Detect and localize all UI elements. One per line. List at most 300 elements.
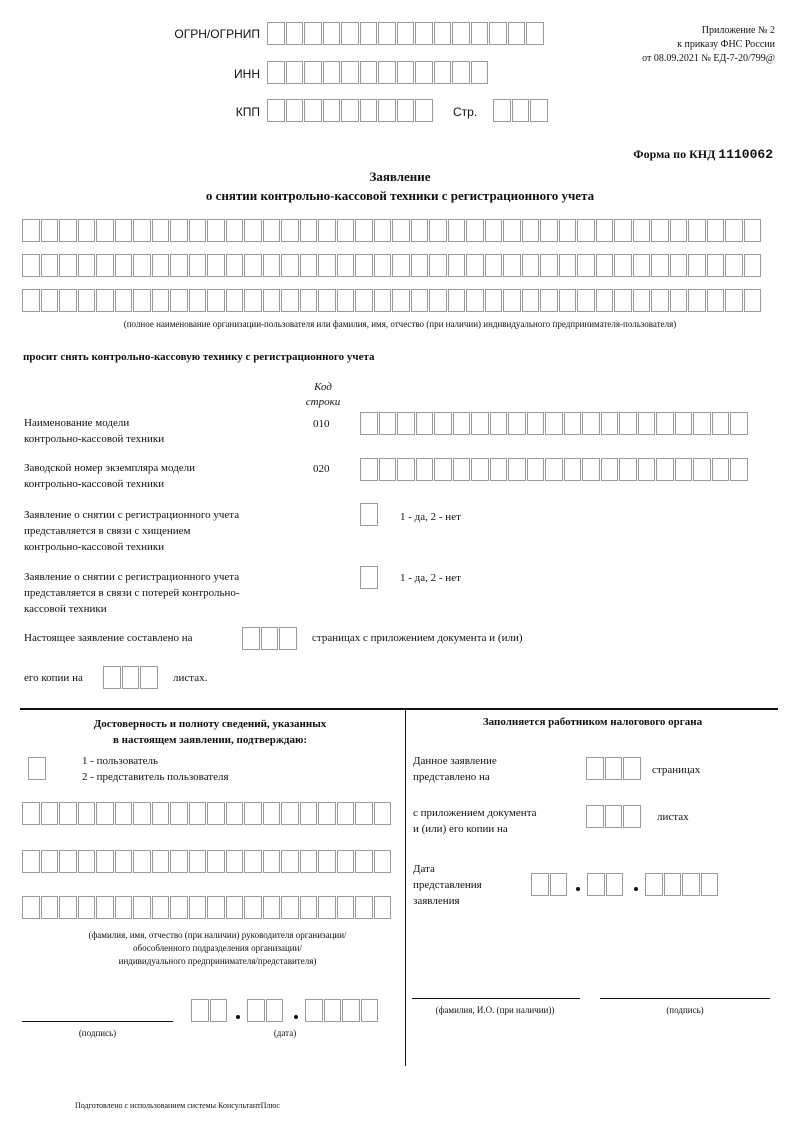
char-cell[interactable] (670, 219, 688, 242)
signer-type-field[interactable] (28, 757, 47, 780)
char-cell[interactable] (397, 412, 415, 435)
char-cell[interactable] (485, 289, 503, 312)
char-cell[interactable] (170, 289, 188, 312)
char-cell[interactable] (133, 896, 151, 919)
char-cell[interactable] (78, 850, 96, 873)
char-cell[interactable] (207, 896, 225, 919)
char-cell[interactable] (448, 219, 466, 242)
char-cell[interactable] (471, 412, 489, 435)
char-cell[interactable] (300, 219, 318, 242)
signer-name-row-3[interactable] (22, 896, 392, 919)
char-cell[interactable] (281, 802, 299, 825)
char-cell[interactable] (701, 873, 719, 896)
char-cell[interactable] (522, 219, 540, 242)
char-cell[interactable] (379, 412, 397, 435)
char-cell[interactable] (341, 61, 359, 84)
char-cell[interactable] (725, 289, 743, 312)
char-cell[interactable] (374, 896, 392, 919)
serial-number-field[interactable] (360, 458, 749, 481)
char-cell[interactable] (115, 802, 133, 825)
char-cell[interactable] (645, 873, 663, 896)
char-cell[interactable] (688, 289, 706, 312)
char-cell[interactable] (508, 412, 526, 435)
char-cell[interactable] (397, 22, 415, 45)
char-cell[interactable] (337, 289, 355, 312)
char-cell[interactable] (41, 219, 59, 242)
char-cell[interactable] (360, 503, 378, 526)
char-cell[interactable] (577, 289, 595, 312)
char-cell[interactable] (471, 22, 489, 45)
char-cell[interactable] (582, 412, 600, 435)
char-cell[interactable] (360, 566, 378, 589)
char-cell[interactable] (300, 254, 318, 277)
char-cell[interactable] (22, 289, 40, 312)
char-cell[interactable] (670, 254, 688, 277)
char-cell[interactable] (577, 254, 595, 277)
char-cell[interactable] (633, 219, 651, 242)
char-cell[interactable] (601, 458, 619, 481)
char-cell[interactable] (318, 896, 336, 919)
char-cell[interactable] (207, 802, 225, 825)
char-cell[interactable] (416, 412, 434, 435)
char-cell[interactable] (619, 458, 637, 481)
char-cell[interactable] (605, 757, 623, 780)
char-cell[interactable] (453, 412, 471, 435)
char-cell[interactable] (96, 850, 114, 873)
char-cell[interactable] (318, 254, 336, 277)
char-cell[interactable] (531, 873, 549, 896)
char-cell[interactable] (281, 219, 299, 242)
char-cell[interactable] (286, 99, 304, 122)
char-cell[interactable] (452, 61, 470, 84)
char-cell[interactable] (226, 254, 244, 277)
char-cell[interactable] (263, 219, 281, 242)
char-cell[interactable] (614, 254, 632, 277)
char-cell[interactable] (28, 757, 46, 780)
char-cell[interactable] (281, 896, 299, 919)
char-cell[interactable] (341, 99, 359, 122)
char-cell[interactable] (78, 289, 96, 312)
char-cell[interactable] (355, 289, 373, 312)
char-cell[interactable] (411, 254, 429, 277)
signer-name-row-2[interactable] (22, 850, 392, 873)
char-cell[interactable] (512, 99, 530, 122)
char-cell[interactable] (453, 458, 471, 481)
char-cell[interactable] (605, 805, 623, 828)
char-cell[interactable] (41, 802, 59, 825)
char-cell[interactable] (59, 850, 77, 873)
char-cell[interactable] (485, 219, 503, 242)
char-cell[interactable] (744, 289, 762, 312)
char-cell[interactable] (586, 757, 604, 780)
date-year-field[interactable] (305, 999, 379, 1022)
model-name-field[interactable] (360, 412, 749, 435)
char-cell[interactable] (122, 666, 140, 689)
char-cell[interactable] (226, 896, 244, 919)
char-cell[interactable] (115, 850, 133, 873)
char-cell[interactable] (22, 896, 40, 919)
char-cell[interactable] (226, 850, 244, 873)
char-cell[interactable] (411, 289, 429, 312)
char-cell[interactable] (527, 458, 545, 481)
char-cell[interactable] (545, 412, 563, 435)
char-cell[interactable] (152, 802, 170, 825)
char-cell[interactable] (304, 99, 322, 122)
char-cell[interactable] (337, 219, 355, 242)
char-cell[interactable] (411, 219, 429, 242)
char-cell[interactable] (226, 802, 244, 825)
char-cell[interactable] (152, 289, 170, 312)
char-cell[interactable] (170, 896, 188, 919)
char-cell[interactable] (78, 219, 96, 242)
char-cell[interactable] (623, 757, 641, 780)
char-cell[interactable] (675, 412, 693, 435)
char-cell[interactable] (452, 22, 470, 45)
char-cell[interactable] (712, 458, 730, 481)
char-cell[interactable] (207, 254, 225, 277)
char-cell[interactable] (304, 22, 322, 45)
char-cell[interactable] (133, 254, 151, 277)
char-cell[interactable] (540, 254, 558, 277)
char-cell[interactable] (559, 219, 577, 242)
char-cell[interactable] (59, 289, 77, 312)
theft-flag-field[interactable] (360, 503, 379, 526)
char-cell[interactable] (397, 61, 415, 84)
char-cell[interactable] (693, 412, 711, 435)
char-cell[interactable] (448, 289, 466, 312)
char-cell[interactable] (471, 61, 489, 84)
char-cell[interactable] (267, 99, 285, 122)
char-cell[interactable] (133, 850, 151, 873)
char-cell[interactable] (22, 850, 40, 873)
char-cell[interactable] (379, 458, 397, 481)
char-cell[interactable] (207, 289, 225, 312)
char-cell[interactable] (300, 896, 318, 919)
char-cell[interactable] (152, 254, 170, 277)
char-cell[interactable] (712, 412, 730, 435)
char-cell[interactable] (725, 254, 743, 277)
char-cell[interactable] (601, 412, 619, 435)
char-cell[interactable] (526, 22, 544, 45)
char-cell[interactable] (633, 289, 651, 312)
char-cell[interactable] (261, 627, 279, 650)
char-cell[interactable] (530, 99, 548, 122)
char-cell[interactable] (263, 289, 281, 312)
char-cell[interactable] (281, 850, 299, 873)
char-cell[interactable] (318, 850, 336, 873)
char-cell[interactable] (360, 99, 378, 122)
org-name-row-1[interactable] (22, 219, 762, 242)
char-cell[interactable] (503, 219, 521, 242)
char-cell[interactable] (415, 99, 433, 122)
char-cell[interactable] (429, 254, 447, 277)
char-cell[interactable] (337, 254, 355, 277)
char-cell[interactable] (707, 254, 725, 277)
char-cell[interactable] (170, 850, 188, 873)
char-cell[interactable] (503, 254, 521, 277)
char-cell[interactable] (651, 219, 669, 242)
char-cell[interactable] (651, 254, 669, 277)
char-cell[interactable] (263, 802, 281, 825)
char-cell[interactable] (96, 802, 114, 825)
char-cell[interactable] (59, 254, 77, 277)
char-cell[interactable] (656, 458, 674, 481)
char-cell[interactable] (226, 289, 244, 312)
org-name-row-2[interactable] (22, 254, 762, 277)
char-cell[interactable] (267, 22, 285, 45)
char-cell[interactable] (564, 412, 582, 435)
char-cell[interactable] (355, 254, 373, 277)
char-cell[interactable] (341, 22, 359, 45)
char-cell[interactable] (550, 873, 568, 896)
char-cell[interactable] (508, 22, 526, 45)
char-cell[interactable] (207, 850, 225, 873)
char-cell[interactable] (633, 254, 651, 277)
char-cell[interactable] (59, 896, 77, 919)
char-cell[interactable] (559, 254, 577, 277)
char-cell[interactable] (374, 289, 392, 312)
char-cell[interactable] (707, 219, 725, 242)
char-cell[interactable] (191, 999, 209, 1022)
char-cell[interactable] (170, 254, 188, 277)
char-cell[interactable] (587, 873, 605, 896)
char-cell[interactable] (22, 802, 40, 825)
date-day-field[interactable] (191, 999, 228, 1022)
char-cell[interactable] (210, 999, 228, 1022)
char-cell[interactable] (360, 412, 378, 435)
char-cell[interactable] (693, 458, 711, 481)
char-cell[interactable] (41, 850, 59, 873)
char-cell[interactable] (596, 254, 614, 277)
char-cell[interactable] (133, 802, 151, 825)
kpp-field[interactable] (267, 99, 434, 122)
char-cell[interactable] (189, 896, 207, 919)
char-cell[interactable] (337, 896, 355, 919)
char-cell[interactable] (638, 458, 656, 481)
signer-name-row-1[interactable] (22, 802, 392, 825)
char-cell[interactable] (397, 99, 415, 122)
char-cell[interactable] (545, 458, 563, 481)
char-cell[interactable] (41, 289, 59, 312)
char-cell[interactable] (279, 627, 297, 650)
char-cell[interactable] (586, 805, 604, 828)
char-cell[interactable] (378, 22, 396, 45)
char-cell[interactable] (688, 254, 706, 277)
char-cell[interactable] (304, 61, 322, 84)
char-cell[interactable] (664, 873, 682, 896)
char-cell[interactable] (337, 802, 355, 825)
char-cell[interactable] (300, 289, 318, 312)
char-cell[interactable] (286, 61, 304, 84)
char-cell[interactable] (281, 289, 299, 312)
char-cell[interactable] (247, 999, 265, 1022)
char-cell[interactable] (263, 254, 281, 277)
char-cell[interactable] (651, 289, 669, 312)
char-cell[interactable] (323, 61, 341, 84)
char-cell[interactable] (96, 896, 114, 919)
char-cell[interactable] (318, 289, 336, 312)
char-cell[interactable] (614, 219, 632, 242)
char-cell[interactable] (490, 458, 508, 481)
char-cell[interactable] (596, 289, 614, 312)
char-cell[interactable] (429, 289, 447, 312)
char-cell[interactable] (682, 873, 700, 896)
char-cell[interactable] (318, 802, 336, 825)
char-cell[interactable] (360, 458, 378, 481)
char-cell[interactable] (41, 254, 59, 277)
char-cell[interactable] (78, 802, 96, 825)
char-cell[interactable] (540, 289, 558, 312)
char-cell[interactable] (434, 61, 452, 84)
char-cell[interactable] (392, 289, 410, 312)
char-cell[interactable] (244, 896, 262, 919)
char-cell[interactable] (189, 219, 207, 242)
char-cell[interactable] (361, 999, 379, 1022)
char-cell[interactable] (614, 289, 632, 312)
char-cell[interactable] (730, 412, 748, 435)
char-cell[interactable] (744, 254, 762, 277)
ogrn-field[interactable] (267, 22, 545, 45)
char-cell[interactable] (78, 896, 96, 919)
char-cell[interactable] (226, 219, 244, 242)
char-cell[interactable] (152, 896, 170, 919)
inn-field[interactable] (267, 61, 489, 84)
char-cell[interactable] (355, 219, 373, 242)
char-cell[interactable] (244, 289, 262, 312)
loss-flag-field[interactable] (360, 566, 379, 589)
char-cell[interactable] (619, 412, 637, 435)
char-cell[interactable] (448, 254, 466, 277)
submission-day-field[interactable] (531, 873, 568, 896)
char-cell[interactable] (490, 412, 508, 435)
char-cell[interactable] (485, 254, 503, 277)
page-number-field[interactable] (493, 99, 549, 122)
char-cell[interactable] (96, 219, 114, 242)
char-cell[interactable] (508, 458, 526, 481)
char-cell[interactable] (189, 802, 207, 825)
char-cell[interactable] (115, 219, 133, 242)
char-cell[interactable] (522, 254, 540, 277)
char-cell[interactable] (300, 850, 318, 873)
char-cell[interactable] (281, 254, 299, 277)
char-cell[interactable] (434, 22, 452, 45)
char-cell[interactable] (244, 802, 262, 825)
pages-count-field[interactable] (242, 627, 298, 650)
char-cell[interactable] (22, 254, 40, 277)
char-cell[interactable] (103, 666, 121, 689)
char-cell[interactable] (96, 289, 114, 312)
char-cell[interactable] (267, 61, 285, 84)
char-cell[interactable] (305, 999, 323, 1022)
char-cell[interactable] (596, 219, 614, 242)
char-cell[interactable] (392, 219, 410, 242)
char-cell[interactable] (133, 219, 151, 242)
char-cell[interactable] (374, 254, 392, 277)
char-cell[interactable] (707, 289, 725, 312)
char-cell[interactable] (730, 458, 748, 481)
char-cell[interactable] (342, 999, 360, 1022)
char-cell[interactable] (78, 254, 96, 277)
char-cell[interactable] (725, 219, 743, 242)
char-cell[interactable] (355, 896, 373, 919)
char-cell[interactable] (397, 458, 415, 481)
char-cell[interactable] (59, 219, 77, 242)
char-cell[interactable] (189, 289, 207, 312)
char-cell[interactable] (559, 289, 577, 312)
date-month-field[interactable] (247, 999, 284, 1022)
char-cell[interactable] (140, 666, 158, 689)
char-cell[interactable] (489, 22, 507, 45)
char-cell[interactable] (466, 219, 484, 242)
char-cell[interactable] (133, 289, 151, 312)
char-cell[interactable] (22, 219, 40, 242)
char-cell[interactable] (263, 850, 281, 873)
char-cell[interactable] (323, 99, 341, 122)
char-cell[interactable] (522, 289, 540, 312)
org-name-row-3[interactable] (22, 289, 762, 312)
char-cell[interactable] (360, 22, 378, 45)
char-cell[interactable] (59, 802, 77, 825)
char-cell[interactable] (324, 999, 342, 1022)
char-cell[interactable] (378, 61, 396, 84)
char-cell[interactable] (189, 254, 207, 277)
char-cell[interactable] (244, 254, 262, 277)
char-cell[interactable] (466, 289, 484, 312)
char-cell[interactable] (415, 61, 433, 84)
char-cell[interactable] (115, 896, 133, 919)
tax-sheets-count-field[interactable] (586, 805, 642, 828)
char-cell[interactable] (189, 850, 207, 873)
char-cell[interactable] (606, 873, 624, 896)
submission-year-field[interactable] (645, 873, 719, 896)
char-cell[interactable] (244, 219, 262, 242)
char-cell[interactable] (207, 219, 225, 242)
char-cell[interactable] (374, 219, 392, 242)
char-cell[interactable] (323, 22, 341, 45)
submission-month-field[interactable] (587, 873, 624, 896)
char-cell[interactable] (41, 896, 59, 919)
char-cell[interactable] (152, 219, 170, 242)
char-cell[interactable] (471, 458, 489, 481)
char-cell[interactable] (115, 254, 133, 277)
char-cell[interactable] (337, 850, 355, 873)
char-cell[interactable] (318, 219, 336, 242)
copies-count-field[interactable] (103, 666, 159, 689)
char-cell[interactable] (670, 289, 688, 312)
char-cell[interactable] (355, 850, 373, 873)
char-cell[interactable] (434, 458, 452, 481)
char-cell[interactable] (564, 458, 582, 481)
char-cell[interactable] (263, 896, 281, 919)
char-cell[interactable] (244, 850, 262, 873)
char-cell[interactable] (638, 412, 656, 435)
char-cell[interactable] (493, 99, 511, 122)
char-cell[interactable] (286, 22, 304, 45)
char-cell[interactable] (744, 219, 762, 242)
char-cell[interactable] (434, 412, 452, 435)
char-cell[interactable] (656, 412, 674, 435)
char-cell[interactable] (415, 22, 433, 45)
char-cell[interactable] (527, 412, 545, 435)
char-cell[interactable] (392, 254, 410, 277)
tax-pages-count-field[interactable] (586, 757, 642, 780)
char-cell[interactable] (170, 219, 188, 242)
char-cell[interactable] (355, 802, 373, 825)
char-cell[interactable] (300, 802, 318, 825)
char-cell[interactable] (540, 219, 558, 242)
char-cell[interactable] (688, 219, 706, 242)
char-cell[interactable] (429, 219, 447, 242)
